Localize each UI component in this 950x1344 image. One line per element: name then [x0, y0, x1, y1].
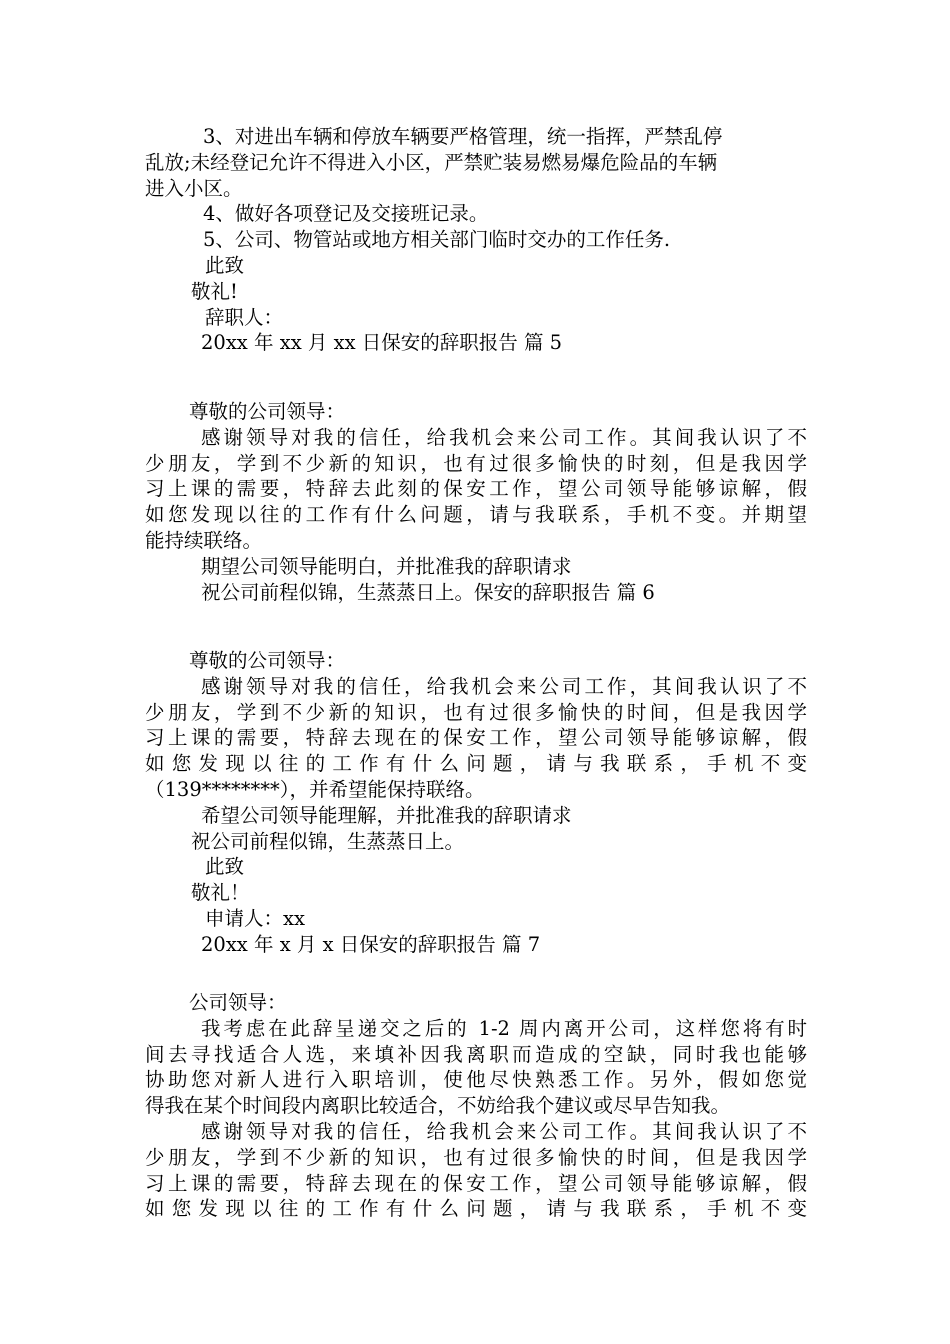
paragraph-line: 感谢领导对我的信任，给我机会来公司工作，其间我认识了不	[201, 674, 807, 698]
section-report-7	[145, 990, 807, 1222]
section-report-6	[145, 648, 807, 958]
paragraph-line: 3、对进出车辆和停放车辆要严格管理，统一指挥，严禁乱停	[203, 125, 723, 148]
date-heading-line: 20xx 年 x 月 x 日保安的辞职报告 篇 7	[201, 932, 541, 956]
salutation: 尊敬的公司领导：	[189, 649, 346, 672]
paragraph-line: 如您发现以往的工作有什么问题，请与我联系，手机不变	[145, 752, 807, 776]
section-report-4-end	[145, 124, 807, 356]
salutation: 尊敬的公司领导：	[189, 400, 346, 423]
paragraph-line: 感谢领导对我的信任，给我机会来公司工作。其间我认识了不	[201, 1119, 807, 1143]
paragraph-line: 能持续联络。	[145, 528, 263, 552]
paragraph-line: 4、做好各项登记及交接班记录。	[203, 202, 489, 226]
paragraph-line: 乱放;未经登记允许不得进入小区，严禁贮装易燃易爆危险品的车辆	[145, 150, 718, 174]
paragraph-line: 如您发现以往的工作有什么问题，请与我联系，手机不变	[145, 1197, 807, 1221]
paragraph-line: 我考虑在此辞呈递交之后的 1-2 周内离开公司，这样您将有时	[201, 1016, 807, 1040]
closing-line: 此致	[205, 253, 245, 277]
paragraph-line: 习上课的需要，特辞去此刻的保安工作，望公司领导能够谅解，假	[145, 477, 807, 501]
paragraph-line: 祝公司前程似锦，生蒸蒸日上。保安的辞职报告 篇 6	[201, 580, 655, 604]
paragraph-line: 间去寻找适合人选，来填补因我离职而造成的空缺，同时我也能够	[145, 1042, 807, 1066]
section-report-5	[145, 399, 807, 605]
paragraph-line: 期望公司领导能明白，并批准我的辞职请求	[201, 554, 572, 578]
closing-line: 敬礼！	[191, 881, 250, 905]
paragraph-line: 少朋友，学到不少新的知识，也有过很多愉快的时间，但是我因学	[145, 700, 807, 724]
paragraph-line: 习上课的需要，特辞去现在的保安工作，望公司领导能够谅解，假	[145, 726, 807, 750]
closing-line: 敬礼!	[191, 279, 238, 303]
paragraph-line: 希望公司领导能理解，并批准我的辞职请求	[201, 803, 572, 827]
paragraph-line: 进入小区。	[145, 176, 243, 200]
paragraph-line: （139********），并希望能保持联络。	[145, 777, 485, 801]
paragraph-line: 习上课的需要，特辞去现在的保安工作，望公司领导能够谅解，假	[145, 1171, 807, 1195]
paragraph-line: 祝公司前程似锦，生蒸蒸日上。	[191, 829, 465, 853]
closing-line: 此致	[205, 855, 245, 879]
paragraph-line: 少朋友，学到不少新的知识，也有过很多愉快的时间，但是我因学	[145, 1145, 807, 1169]
paragraph-line: 如您发现以往的工作有什么问题，请与我联系，手机不变。并期望	[145, 503, 807, 527]
paragraph-line: 感谢领导对我的信任，给我机会来公司工作。其间我认识了不	[201, 425, 807, 449]
date-heading-line: 20xx 年 xx 月 xx 日保安的辞职报告 篇 5	[201, 331, 563, 355]
paragraph-line: 少朋友，学到不少新的知识，也有过很多愉快的时刻，但是我因学	[145, 451, 807, 475]
paragraph-line: 协助您对新人进行入职培训，使他尽快熟悉工作。另外，假如您觉	[145, 1068, 807, 1092]
signature-line: 辞职人：	[205, 305, 284, 329]
paragraph-line: 5、公司、物管站或地方相关部门临时交办的工作任务.	[203, 228, 671, 252]
salutation: 公司领导：	[189, 991, 287, 1014]
signature-line: 申请人：xx	[205, 906, 305, 930]
paragraph-line: 得我在某个时间段内离职比较适合，不妨给我个建议或尽早告知我。	[145, 1094, 731, 1118]
